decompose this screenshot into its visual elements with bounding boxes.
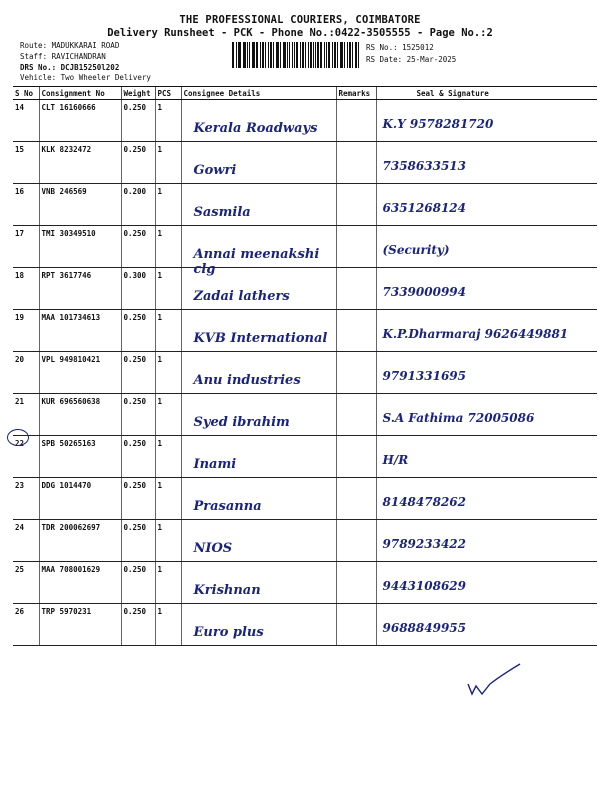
- barcode-bar: [352, 42, 353, 68]
- row-remarks: [336, 142, 376, 184]
- row-remarks: [336, 184, 376, 226]
- col-seal: Seal & Signature: [376, 87, 597, 100]
- row-signature-cell: [376, 268, 597, 310]
- row-weight: 0.250: [121, 436, 155, 478]
- row-consignee-name-cell: [181, 562, 336, 604]
- row-consignee-name: KVB International: [193, 331, 328, 346]
- row-signature-cell: [376, 142, 597, 184]
- row-consignee-name: Krishnan: [193, 583, 261, 598]
- row-consignee-name-cell: [181, 142, 336, 184]
- row-consignment: DDG 1014470: [39, 478, 121, 520]
- col-consignee: Consignee Details: [181, 87, 336, 100]
- row-signature: H/R: [382, 453, 409, 467]
- drs-number: DRS No.: DCJB15250l202: [20, 63, 120, 72]
- row-signature: 9688849955: [382, 621, 466, 635]
- row-sno: 14: [13, 100, 39, 142]
- barcode-bar: [349, 42, 352, 68]
- barcode-bar: [239, 42, 241, 68]
- row-consignment: VNB 246569: [39, 184, 121, 226]
- barcode-bar: [289, 42, 290, 68]
- row-signature: 9791331695: [382, 369, 466, 383]
- row-pcs: 1: [155, 562, 181, 604]
- row-sno: 16: [13, 184, 39, 226]
- barcode-bar: [283, 42, 286, 68]
- barcode-bar: [253, 42, 255, 68]
- table-row: [13, 226, 597, 268]
- row-pcs: 1: [155, 226, 181, 268]
- route-label: Route: MADUKKARAI ROAD: [20, 41, 120, 50]
- row-weight: 0.250: [121, 142, 155, 184]
- row-consignee-name-cell: [181, 478, 336, 520]
- table-row: [13, 268, 597, 310]
- barcode-bar: [305, 42, 306, 68]
- barcode-bar: [256, 42, 258, 68]
- row-pcs: 1: [155, 268, 181, 310]
- row-consignee-name-cell: [181, 604, 336, 646]
- row-signature: K.P.Dharmaraj 9626449881: [382, 327, 569, 341]
- barcode-bar: [344, 42, 345, 68]
- barcode-bar: [326, 42, 327, 68]
- row-consignee-name: Anu industries: [193, 373, 301, 388]
- row-remarks: [336, 100, 376, 142]
- barcode-bar: [355, 42, 357, 68]
- row-pcs: 1: [155, 184, 181, 226]
- row-signature-cell: [376, 226, 597, 268]
- barcode-bar: [320, 42, 322, 68]
- row-consignee-name: NIOS: [193, 541, 233, 556]
- barcode-bar: [334, 42, 336, 68]
- barcode-bar: [310, 42, 312, 68]
- row-weight: 0.250: [121, 226, 155, 268]
- row-consignee-name: Kerala Roadways: [193, 121, 318, 136]
- col-consignment: Consignment No: [39, 87, 121, 100]
- barcode-bar: [315, 42, 316, 68]
- barcode-bar: [340, 42, 341, 68]
- table-row: [13, 100, 597, 142]
- row-signature: 9789233422: [382, 537, 466, 551]
- col-weight: Weight: [121, 87, 155, 100]
- row-sno: 25: [13, 562, 39, 604]
- initials-scribble: [460, 660, 530, 700]
- barcode-image: [232, 42, 360, 68]
- row-consignment: TMI 30349510: [39, 226, 121, 268]
- row-consignee-name-cell: [181, 520, 336, 562]
- barcode-bar: [332, 42, 333, 68]
- row-sno: 26: [13, 604, 39, 646]
- row-consignment: SPB 50265163: [39, 436, 121, 478]
- row-signature-cell: [376, 562, 597, 604]
- row-sno: 20: [13, 352, 39, 394]
- table-row: [13, 562, 597, 604]
- vehicle-label: Vehicle: Two Wheeler Delivery: [20, 73, 151, 82]
- row-signature: S.A Fathima 72005086: [382, 411, 535, 425]
- table-row: [13, 478, 597, 520]
- row-consignee-name: Syed ibrahim: [193, 415, 290, 430]
- row-signature: K.Y 9578281720: [382, 117, 494, 131]
- row-pcs: 1: [155, 100, 181, 142]
- table-header-row: [13, 87, 597, 100]
- row-signature-cell: [376, 310, 597, 352]
- barcode-bar: [358, 42, 359, 68]
- row-consignee-name-cell: [181, 310, 336, 352]
- row-consignee-name: Annai meenakshi clg: [193, 247, 320, 277]
- col-remarks: Remarks: [336, 87, 376, 100]
- row-weight: 0.250: [121, 352, 155, 394]
- col-sno: S No: [13, 87, 39, 100]
- rs-number: RS No.: 1525012: [366, 43, 434, 52]
- barcode-bar: [243, 42, 246, 68]
- row-signature: (Security): [382, 243, 450, 257]
- barcode-bar: [277, 42, 279, 68]
- row-signature-cell: [376, 184, 597, 226]
- row-consignment: MAA 708001629: [39, 562, 121, 604]
- row-consignment: KLK 8232472: [39, 142, 121, 184]
- row-signature: 7358633513: [382, 159, 466, 173]
- row-signature-cell: [376, 478, 597, 520]
- row-pcs: 1: [155, 520, 181, 562]
- barcode-bar: [300, 42, 301, 68]
- barcode-bar: [247, 42, 248, 68]
- row-weight: 0.250: [121, 100, 155, 142]
- barcode-bar: [238, 42, 239, 68]
- rs-date: RS Date: 25-Mar-2025: [366, 55, 457, 64]
- row-signature-cell: [376, 520, 597, 562]
- row-remarks: [336, 310, 376, 352]
- row-consignment: MAA 101734613: [39, 310, 121, 352]
- row-remarks: [336, 394, 376, 436]
- row-signature: 9443108629: [382, 579, 466, 593]
- barcode-bar: [317, 42, 319, 68]
- row-consignee-name: Prasanna: [193, 499, 262, 514]
- barcode-bar: [280, 42, 281, 68]
- barcode-bar: [313, 42, 314, 68]
- barcode-bar: [270, 42, 272, 68]
- row-sno: 22: [13, 436, 39, 478]
- row-sno: 17: [13, 226, 39, 268]
- row-consignee-name: Inami: [193, 457, 237, 472]
- table-row: [13, 604, 597, 646]
- table-row: [13, 142, 597, 184]
- row-remarks: [336, 226, 376, 268]
- row-pcs: 1: [155, 142, 181, 184]
- row-pcs: 1: [155, 352, 181, 394]
- row-remarks: [336, 520, 376, 562]
- row-pcs: 1: [155, 604, 181, 646]
- row-consignee-name-cell: [181, 352, 336, 394]
- runsheet-table: [13, 86, 597, 646]
- row-weight: 0.250: [121, 562, 155, 604]
- row-weight: 0.200: [121, 184, 155, 226]
- barcode-bar: [232, 42, 234, 68]
- row-signature-cell: [376, 100, 597, 142]
- row-remarks: [336, 604, 376, 646]
- barcode-bar: [262, 42, 265, 68]
- table-row: [13, 394, 597, 436]
- row-consignment: TRP 5970231: [39, 604, 121, 646]
- row-sno: 19: [13, 310, 39, 352]
- row-weight: 0.250: [121, 394, 155, 436]
- row-weight: 0.300: [121, 268, 155, 310]
- row-consignee-name: Euro plus: [193, 625, 264, 640]
- row-signature-cell: [376, 352, 597, 394]
- barcode-bar: [324, 42, 325, 68]
- row-signature: 6351268124: [382, 201, 466, 215]
- row-weight: 0.250: [121, 520, 155, 562]
- barcode-bar: [252, 42, 253, 68]
- barcode-bar: [296, 42, 298, 68]
- row-signature: 8148478262: [382, 495, 466, 509]
- row-remarks: [336, 562, 376, 604]
- barcode-bar: [273, 42, 274, 68]
- row-weight: 0.250: [121, 604, 155, 646]
- row-circle-mark: [7, 429, 29, 446]
- row-remarks: [336, 436, 376, 478]
- barcode-bar: [260, 42, 261, 68]
- barcode-bar: [337, 42, 338, 68]
- row-consignee-name: Gowri: [193, 163, 237, 178]
- row-remarks: [336, 268, 376, 310]
- barcode-bar: [328, 42, 331, 68]
- staff-label: Staff: RAVICHANDRAN: [20, 52, 106, 61]
- table-row: [13, 310, 597, 352]
- barcode-bar: [292, 42, 293, 68]
- row-consignment: VPL 949810421: [39, 352, 121, 394]
- barcode-bar: [236, 42, 237, 68]
- table-row: [13, 436, 597, 478]
- barcode-bar: [265, 42, 266, 68]
- row-consignment: TDR 200062697: [39, 520, 121, 562]
- row-signature-cell: [376, 394, 597, 436]
- table-row: [13, 520, 597, 562]
- barcode-bar: [268, 42, 269, 68]
- row-pcs: 1: [155, 478, 181, 520]
- row-consignee-name: Sasmila: [193, 205, 251, 220]
- barcode-bar: [249, 42, 250, 68]
- row-weight: 0.250: [121, 478, 155, 520]
- row-consignee-name-cell: [181, 394, 336, 436]
- row-sno: 24: [13, 520, 39, 562]
- table-row: [13, 184, 597, 226]
- row-consignment: CLT 16160666: [39, 100, 121, 142]
- row-signature-cell: [376, 604, 597, 646]
- row-sno: 23: [13, 478, 39, 520]
- barcode-bar: [287, 42, 289, 68]
- barcode-bar: [276, 42, 277, 68]
- barcode-bar: [294, 42, 295, 68]
- row-signature: 7339000994: [382, 285, 466, 299]
- row-consignee-name-cell: [181, 100, 336, 142]
- row-sno: 21: [13, 394, 39, 436]
- row-weight: 0.250: [121, 310, 155, 352]
- row-sno: 18: [13, 268, 39, 310]
- row-consignee-name-cell: [181, 226, 336, 277]
- row-consignment: RPT 3617746: [39, 268, 121, 310]
- row-consignee-name: Zadai lathers: [193, 289, 290, 304]
- barcode-bar: [302, 42, 305, 68]
- col-pcs: PCS: [155, 87, 181, 100]
- row-pcs: 1: [155, 310, 181, 352]
- runsheet-subtitle: Delivery Runsheet - PCK - Phone No.:0422-3505555 - Page No.:2: [107, 27, 493, 39]
- row-consignment: KUR 696560638: [39, 394, 121, 436]
- barcode-bar: [308, 42, 309, 68]
- row-consignee-name-cell: [181, 184, 336, 226]
- row-pcs: 1: [155, 394, 181, 436]
- row-remarks: [336, 352, 376, 394]
- company-title: THE PROFESSIONAL COURIERS, COIMBATORE: [179, 14, 421, 26]
- row-pcs: 1: [155, 436, 181, 478]
- table-row: [13, 352, 597, 394]
- row-signature-cell: [376, 436, 597, 478]
- row-remarks: [336, 478, 376, 520]
- row-sno: 15: [13, 142, 39, 184]
- row-consignee-name-cell: [181, 436, 336, 478]
- barcode-bar: [347, 42, 348, 68]
- barcode-bar: [341, 42, 343, 68]
